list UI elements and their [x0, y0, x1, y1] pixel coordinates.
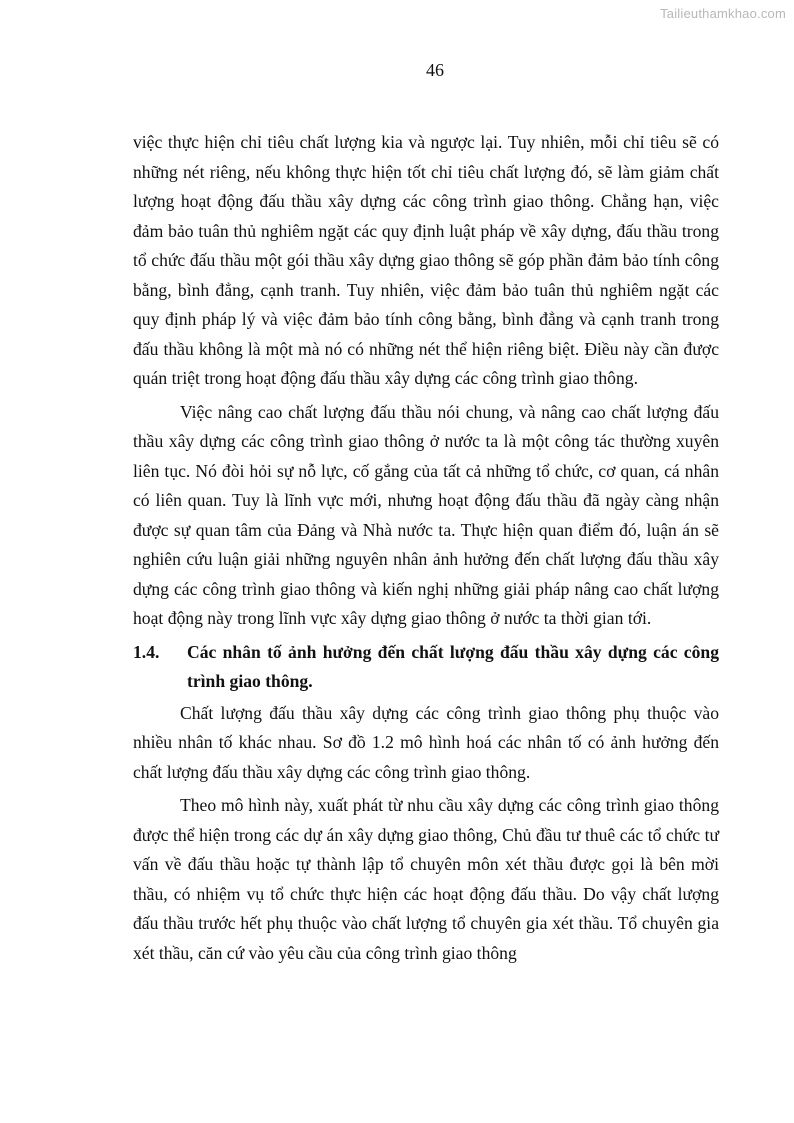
paragraph-1: việc thực hiện chỉ tiêu chất lượng kia và ngược lại. Tuy nhiên, mỗi chỉ tiêu sẽ có những nét riêng, nếu không thực hiện tốt chỉ tiêu chất lượng đó, sẽ làm giảm chất lượng hoạt động đấu thầu xây dựng các công trình giao thông. Chẳng hạn, việc đảm bảo tuân thủ nghiêm ngặt các quy định luật pháp về xây dựng, đấu thầu trong tổ chức đấu thầu một gói thầu xây dựng giao thông sẽ góp phần đảm bảo tính công bằng, bình đẳng, cạnh tranh. Tuy nhiên, việc đảm bảo tuân thủ nghiêm ngặt các quy định pháp lý và việc đảm bảo tính công bằng, bình đẳng và cạnh tranh trong đấu thầu không là một mà nó có những nét thể hiện riêng biệt. Điều này cần được quán triệt trong hoạt động đấu thầu xây dựng các công trình giao thông.	[133, 132, 719, 388]
section-heading	[133, 638, 719, 697]
paragraph-2: Việc nâng cao chất lượng đấu thầu nói chung, và nâng cao chất lượng đấu thầu xây dựng các công trình giao thông ở nước ta là một công tác thường xuyên liên tục. Nó đòi hỏi sự nỗ lực, cố gắng của tất cả những tổ chức, cơ quan, cá nhân có liên quan. Tuy là lĩnh vực mới, nhưng hoạt động đấu thầu đã ngày càng nhận được sự quan tâm của Đảng và Nhà nước ta. Thực hiện quan điểm đó, luận án sẽ nghiên cứu luận giải những nguyên nhân ảnh hưởng đến chất lượng đấu thầu xây dựng các công trình giao thông và kiến nghị những giải pháp nâng cao chất lượng hoạt động này trong lĩnh vực xây dựng giao thông ở nước ta thời gian tới.	[133, 401, 719, 628]
section-number: 1.4.	[133, 641, 160, 662]
paragraph-3: Chất lượng đấu thầu xây dựng các công trình giao thông phụ thuộc vào nhiều nhân tố khác nhau. Sơ đồ 1.2 mô hình hoá các nhân tố có ảnh hưởng đến chất lượng đấu thầu xây dựng các công trình giao thông.	[133, 702, 719, 782]
document-body	[133, 128, 719, 972]
paragraph-4: Theo mô hình này, xuất phát từ nhu cầu xây dựng các công trình giao thông được thể hiện trong các dự án xây dựng giao thông, Chủ đầu tư thuê các tổ chức tư vấn về đấu thầu hoặc tự thành lập tổ chuyên môn xét thầu được gọi là bên mời thầu, có nhiệm vụ tổ chức thực hiện các hoạt động đấu thầu. Do vậy chất lượng đấu thầu trước hết phụ thuộc vào chất lượng tổ chuyên gia xét thầu. Tổ chuyên gia xét thầu, căn cứ vào yêu cầu của công trình giao thông	[133, 795, 719, 963]
page-number: 46	[426, 60, 444, 80]
watermark-text: Tailieuthamkhao.com	[660, 6, 786, 21]
section-title: Các nhân tố ảnh hưởng đến chất lượng đấu thầu xây dựng các công trình giao thông.	[187, 641, 719, 691]
